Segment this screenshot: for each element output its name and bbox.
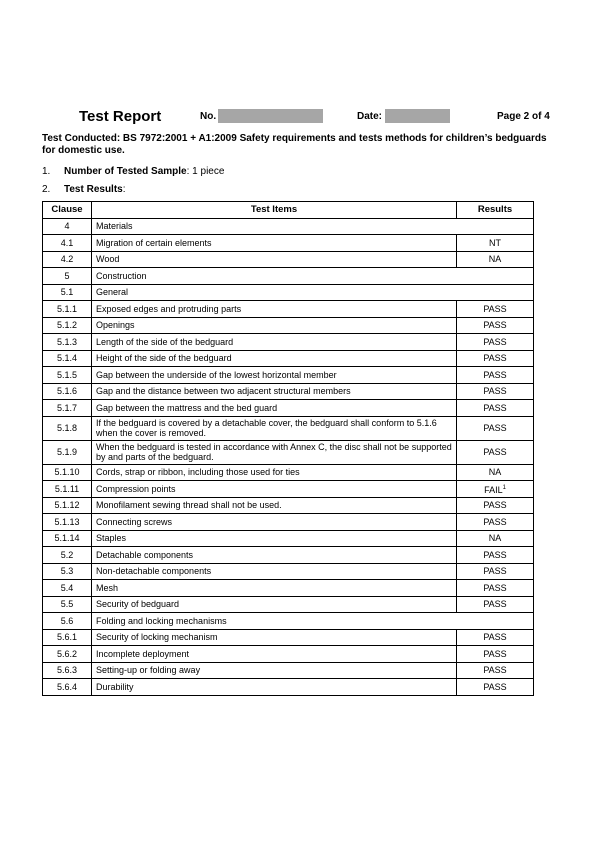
clause-cell: 5.1.12 bbox=[43, 497, 92, 514]
result-cell bbox=[457, 596, 534, 613]
result-cell bbox=[457, 679, 534, 696]
table-row bbox=[43, 646, 534, 663]
result-cell bbox=[457, 440, 534, 464]
result-value: PASS bbox=[483, 336, 507, 347]
table-row bbox=[43, 629, 534, 646]
test-item-cell: Cords, strap or ribbon, including those used for ties bbox=[92, 464, 457, 481]
table-row bbox=[43, 416, 534, 440]
test-item-cell: Wood bbox=[92, 251, 457, 268]
result-value: PASS bbox=[483, 500, 507, 511]
test-conducted-statement: Test Conducted: BS 7972:2001 + A1:2009 Safety requirements and tests methods for children’s bedguards for domestic use. bbox=[42, 133, 547, 156]
clause-cell: 4.2 bbox=[43, 251, 92, 268]
table-row bbox=[43, 596, 534, 613]
table-row bbox=[43, 481, 534, 498]
test-item-cell: Gap between the mattress and the bed guard bbox=[92, 400, 457, 417]
result-value: NA bbox=[488, 467, 502, 478]
results-header: Results bbox=[457, 202, 534, 219]
table-row bbox=[43, 547, 534, 564]
clause-cell: 5 bbox=[43, 268, 92, 285]
result-cell bbox=[457, 481, 534, 498]
table-row bbox=[43, 530, 534, 547]
table-row bbox=[43, 251, 534, 268]
test-items-header: Test Items bbox=[92, 202, 457, 219]
result-value: PASS bbox=[483, 516, 507, 527]
result-value: PASS bbox=[483, 423, 507, 433]
result-value: PASS bbox=[483, 681, 507, 692]
table-row bbox=[43, 400, 534, 417]
result-value: PASS bbox=[483, 353, 507, 364]
test-item-cell: Staples bbox=[92, 530, 457, 547]
report-header bbox=[0, 106, 600, 128]
table-row bbox=[43, 440, 534, 464]
clause-cell: 5.1.2 bbox=[43, 317, 92, 334]
result-cell bbox=[457, 400, 534, 417]
table-row bbox=[43, 580, 534, 597]
test-item-cell: Migration of certain elements bbox=[92, 235, 457, 252]
clause-cell: 5.1.6 bbox=[43, 383, 92, 400]
result-value: PASS bbox=[483, 447, 507, 457]
table-row bbox=[43, 317, 534, 334]
list-number: 1. bbox=[42, 166, 51, 177]
test-item-cell: Exposed edges and protruding parts bbox=[92, 301, 457, 318]
clause-cell: 5.1.14 bbox=[43, 530, 92, 547]
test-item-cell: Compression points bbox=[92, 481, 457, 498]
test-item-cell: Gap between the underside of the lowest horizontal member bbox=[92, 367, 457, 384]
table-row bbox=[43, 563, 534, 580]
result-value: PASS bbox=[483, 402, 507, 413]
result-cell bbox=[457, 416, 534, 440]
clause-cell: 5.3 bbox=[43, 563, 92, 580]
test-item-cell: Mesh bbox=[92, 580, 457, 597]
result-cell bbox=[457, 235, 534, 252]
clause-cell: 5.2 bbox=[43, 547, 92, 564]
result-value: NT bbox=[489, 237, 501, 248]
test-item-cell: Durability bbox=[92, 679, 457, 696]
report-title: Test Report bbox=[79, 108, 162, 125]
clause-cell: 5.6.1 bbox=[43, 629, 92, 646]
table-row bbox=[43, 613, 534, 630]
test-item-cell: Height of the side of the bedguard bbox=[92, 350, 457, 367]
list-label: Test Results bbox=[64, 184, 123, 195]
result-cell bbox=[457, 497, 534, 514]
test-item-cell: Connecting screws bbox=[92, 514, 457, 531]
result-cell bbox=[457, 367, 534, 384]
list-number: 2. bbox=[42, 184, 51, 195]
result-cell bbox=[457, 530, 534, 547]
clause-cell: 5.5 bbox=[43, 596, 92, 613]
test-item-cell: Length of the side of the bedguard bbox=[92, 334, 457, 351]
result-value: PASS bbox=[483, 369, 507, 380]
result-cell bbox=[457, 580, 534, 597]
clause-cell: 4.1 bbox=[43, 235, 92, 252]
result-value: NA bbox=[488, 533, 502, 544]
table-row bbox=[43, 464, 534, 481]
result-cell bbox=[457, 317, 534, 334]
table-row bbox=[43, 235, 534, 252]
result-value: PASS bbox=[483, 303, 507, 314]
report-number-redaction bbox=[218, 109, 323, 123]
date-redaction bbox=[385, 109, 450, 123]
clause-cell: 5.1.10 bbox=[43, 464, 92, 481]
test-item-cell: Materials bbox=[92, 218, 534, 235]
result-cell bbox=[457, 350, 534, 367]
clause-cell: 4 bbox=[43, 218, 92, 235]
clause-cell: 5.1.7 bbox=[43, 400, 92, 417]
test-item-cell: Security of bedguard bbox=[92, 596, 457, 613]
clause-header: Clause bbox=[43, 202, 92, 219]
clause-cell: 5.1.5 bbox=[43, 367, 92, 384]
table-row bbox=[43, 301, 534, 318]
test-item-cell: General bbox=[92, 284, 534, 301]
result-value: PASS bbox=[483, 320, 507, 331]
result-cell bbox=[457, 547, 534, 564]
table-row bbox=[43, 268, 534, 285]
test-item-cell: Openings bbox=[92, 317, 457, 334]
test-item-cell: Gap and the distance between two adjacent structural members bbox=[92, 383, 457, 400]
footnote-marker: 1 bbox=[502, 484, 506, 491]
clause-cell: 5.1.13 bbox=[43, 514, 92, 531]
result-cell bbox=[457, 514, 534, 531]
result-cell bbox=[457, 334, 534, 351]
result-cell bbox=[457, 563, 534, 580]
result-value: PASS bbox=[483, 549, 507, 560]
result-value: PASS bbox=[483, 599, 507, 610]
table-row bbox=[43, 367, 534, 384]
table-row bbox=[43, 514, 534, 531]
result-value: NA bbox=[488, 254, 502, 265]
test-item-cell: Setting-up or folding away bbox=[92, 662, 457, 679]
test-item-cell: If the bedguard is covered by a detachable cover, the bedguard shall conform to 5.1.6 when the cover is removed. bbox=[92, 416, 457, 440]
list-value: : bbox=[122, 184, 126, 195]
test-item-cell: Construction bbox=[92, 268, 534, 285]
test-item-cell: Security of locking mechanism bbox=[92, 629, 457, 646]
test-item-cell: Detachable components bbox=[92, 547, 457, 564]
list-label: Number of Tested Sample bbox=[64, 166, 187, 177]
result-cell bbox=[457, 646, 534, 663]
report-number-label: No. bbox=[200, 111, 217, 122]
result-cell bbox=[457, 662, 534, 679]
result-cell bbox=[457, 383, 534, 400]
table-row bbox=[43, 497, 534, 514]
table-header-row bbox=[43, 202, 534, 219]
clause-cell: 5.1.4 bbox=[43, 350, 92, 367]
clause-cell: 5.4 bbox=[43, 580, 92, 597]
table-row bbox=[43, 284, 534, 301]
clause-cell: 5.6.3 bbox=[43, 662, 92, 679]
result-value: PASS bbox=[483, 566, 507, 577]
result-cell bbox=[457, 629, 534, 646]
table-row bbox=[43, 383, 534, 400]
clause-cell: 5.1.9 bbox=[43, 440, 92, 464]
test-item-cell: When the bedguard is tested in accordance with Annex C, the disc shall not be supported by and parts of the bedguard. bbox=[92, 440, 457, 464]
table-row bbox=[43, 662, 534, 679]
test-results-table bbox=[42, 201, 534, 696]
clause-cell: 5.6 bbox=[43, 613, 92, 630]
result-value: PASS bbox=[483, 665, 507, 676]
table-row bbox=[43, 334, 534, 351]
test-item-cell: Folding and locking mechanisms bbox=[92, 613, 534, 630]
result-value: FAIL bbox=[484, 484, 503, 495]
result-cell bbox=[457, 301, 534, 318]
clause-cell: 5.1 bbox=[43, 284, 92, 301]
result-value: PASS bbox=[483, 386, 507, 397]
test-item-cell: Monofilament sewing thread shall not be used. bbox=[92, 497, 457, 514]
result-value: PASS bbox=[483, 632, 507, 643]
clause-cell: 5.1.3 bbox=[43, 334, 92, 351]
result-value: PASS bbox=[483, 582, 507, 593]
table-row bbox=[43, 350, 534, 367]
list-item-tested-sample bbox=[42, 166, 224, 177]
table-row bbox=[43, 218, 534, 235]
result-cell bbox=[457, 251, 534, 268]
list-item-test-results bbox=[42, 184, 126, 195]
date-label: Date: bbox=[357, 111, 383, 122]
page-number: Page 2 of 4 bbox=[497, 111, 550, 122]
table-row bbox=[43, 679, 534, 696]
clause-cell: 5.1.8 bbox=[43, 416, 92, 440]
clause-cell: 5.6.2 bbox=[43, 646, 92, 663]
list-value: : 1 piece bbox=[186, 166, 225, 177]
clause-cell: 5.1.11 bbox=[43, 481, 92, 498]
result-value: PASS bbox=[483, 648, 507, 659]
result-cell bbox=[457, 464, 534, 481]
test-item-cell: Incomplete deployment bbox=[92, 646, 457, 663]
test-item-cell: Non-detachable components bbox=[92, 563, 457, 580]
clause-cell: 5.1.1 bbox=[43, 301, 92, 318]
clause-cell: 5.6.4 bbox=[43, 679, 92, 696]
